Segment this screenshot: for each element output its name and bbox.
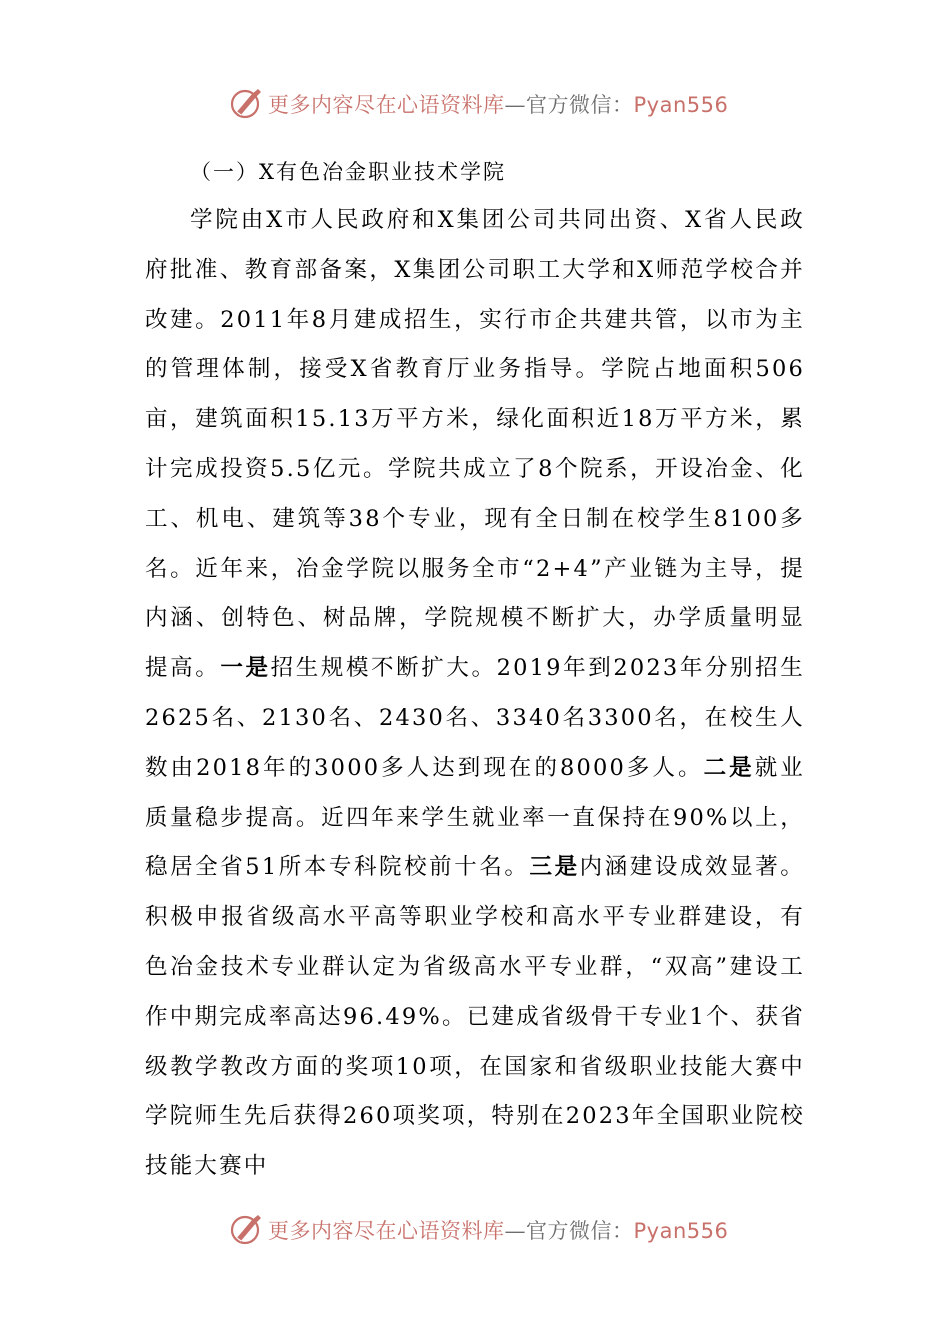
text-intro: 学院由X市人民政府和X集团公司共同出资、X省人民政府批准、教育部备案，X集团公司职工大学和X师范学校合并改建。2011年8月建成招生，实行市企共建共管，以市为主的管理体制，接受X省教育厅业务指导。学院占地面积506亩，建筑面积15.13万平方米，绿化面积近18万平方米，累计完成投资5.5亿元。学院共成立了8个院系，开设冶金、化工、机电、建筑等38个专业，现有全日制在校学生8100多名。近年来，冶金学院以服务全市“2+4”产业链为主导，提内涵、创特色、树品牌，学院规模不断扩大，办学质量明显提高。 <box>145 207 805 682</box>
watermark-id: Pyan556 <box>633 93 729 117</box>
watermark-header <box>228 86 748 122</box>
watermark-wechat: 官方微信： <box>526 1219 634 1243</box>
watermark-text <box>268 89 728 119</box>
bold-marker-third: 三是 <box>529 854 580 881</box>
watermark-wechat: 官方微信： <box>526 93 634 117</box>
watermark-main: 更多内容尽在心语资料库 <box>268 93 505 117</box>
section-heading: （一）X有色冶金职业技术学院 <box>190 160 506 184</box>
watermark-footer <box>228 1212 748 1248</box>
pen-nib-circle-icon <box>228 86 264 122</box>
bold-marker-first: 一是 <box>220 655 271 682</box>
body-paragraph <box>145 196 805 1192</box>
text-construction: 内涵建设成效显著。积极申报省级高水平高等职业学校和高水平专业群建设，有色冶金技术专业群认定为省级高水平专业群，“双高”建设工作中期完成率高达96.49%。已建成省级骨干专业1个、获省级教学教改方面的奖项10项，在国家和省级职业技能大赛中学院师生先后获得260项奖项，特别在2023年全国职业院校技能大赛中 <box>145 854 805 1180</box>
bold-marker-second: 二是 <box>703 754 755 781</box>
watermark-id: Pyan556 <box>633 1219 729 1243</box>
text-enrollment: 招生规模不断扩大。2019年到2023年分别招生2625名、2130名、2430名、3340名3300名，在校生人数由2018年的3000多人达到现在的8000多人。 <box>145 655 805 781</box>
pen-nib-circle-icon <box>228 1212 264 1248</box>
watermark-text <box>268 1215 728 1245</box>
watermark-main: 更多内容尽在心语资料库 <box>268 1219 505 1243</box>
watermark-dash: — <box>504 1219 526 1243</box>
watermark-dash: — <box>504 93 526 117</box>
text-employment: 就业质量稳步提高。近四年来学生就业率一直保持在90%以上，稳居全省51所本专科院校前十名。 <box>145 754 805 881</box>
